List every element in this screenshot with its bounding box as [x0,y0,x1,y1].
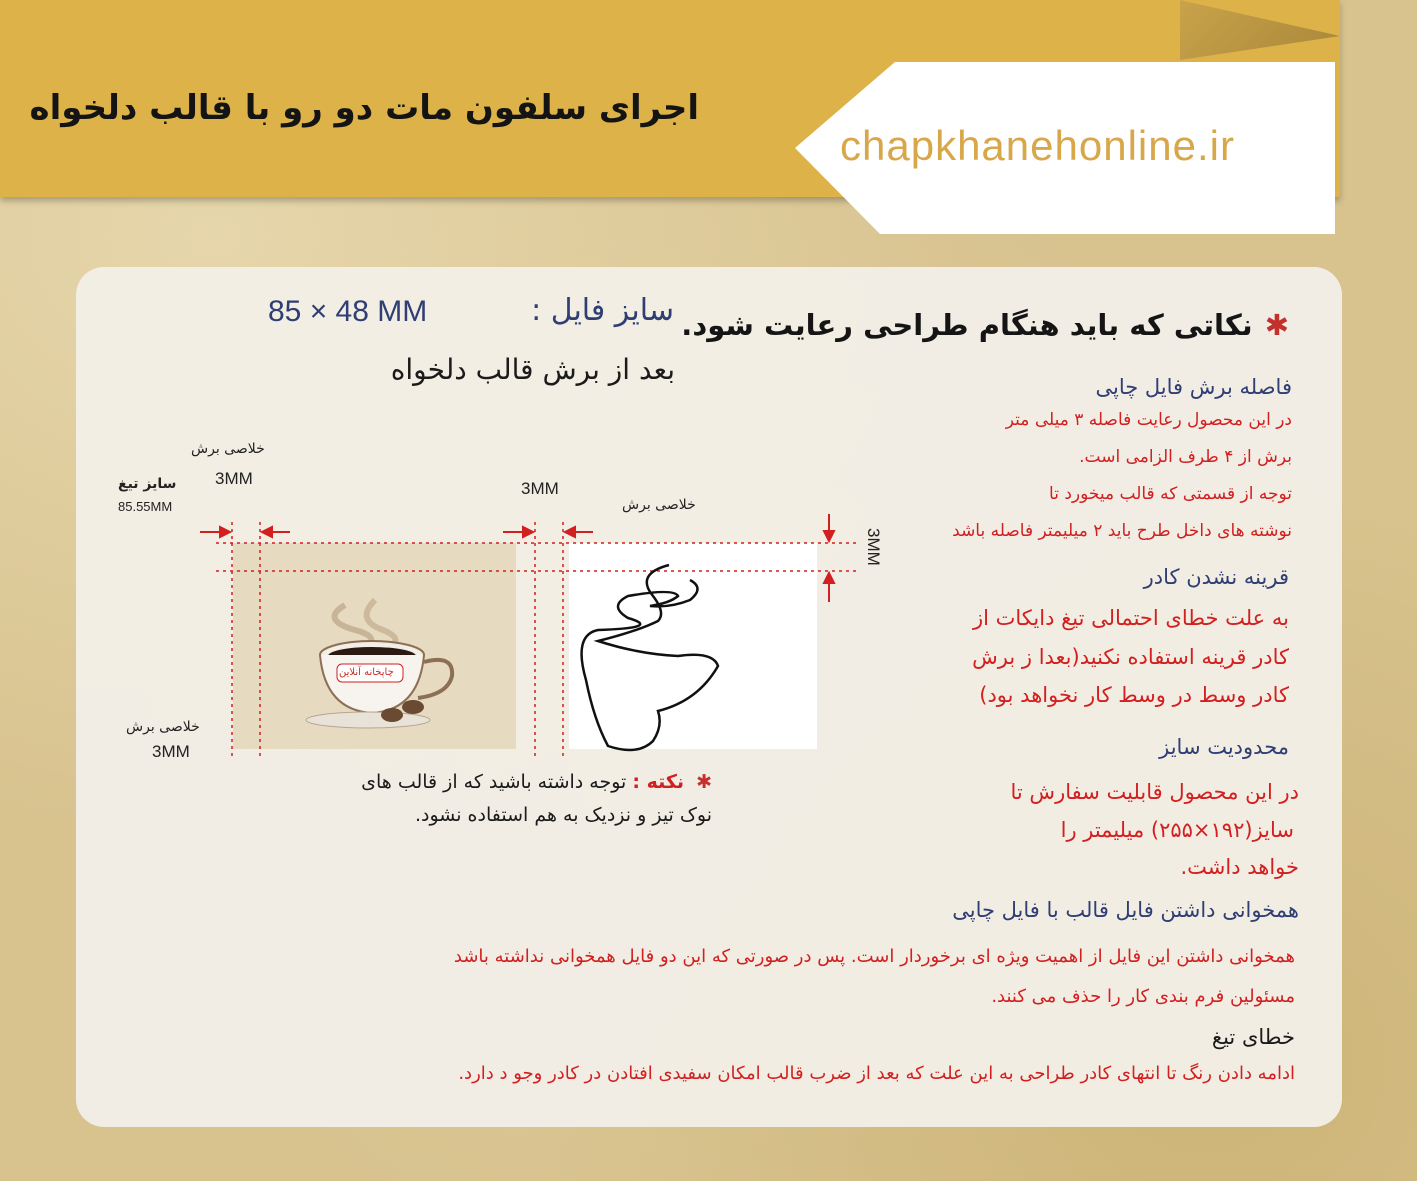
page-title: اجرای سلفون مات دو رو با قالب دلخواه [29,88,699,128]
cut-margin-label-right: خلاصی برش [622,497,696,513]
s1-line-4: نوشته های داخل طرح باید ۲ میلیمتر فاصله باشد [952,521,1292,541]
mm-label-bottom: 3MM [152,742,190,761]
s1-line-3: توجه از قسمتی که قالب میخورد تا [1049,484,1292,504]
file-size-label: سایز فایل : [531,293,674,328]
note-line-1: توجه داشته باشید که از قالب های [361,771,627,793]
s3-line-1: در این محصول قابلیت سفارش تا [1010,780,1299,804]
s3-line-3: خواهد داشت. [1180,855,1299,879]
s2-line-3: کادر وسط در وسط کار نخواهد بود) [979,683,1289,707]
section-blade-error-title: خطای تیغ [1211,1025,1295,1049]
s2-line-1: به علت خطای احتمالی تیغ دایکات از [972,606,1289,630]
blade-size-value: 85.55MM [118,499,173,514]
asterisk-icon: ✱ [1264,308,1289,342]
cut-margin-label-top: خلاصی برش [191,441,265,457]
asterisk-icon: ✱ [696,771,712,793]
die-cut-card [569,543,817,749]
s4-line-1: همخوانی داشتن این فایل از اهمیت ویژه ای برخوردار است. پس در صورتی که این دو فایل همخوانی نداشته باشد [453,946,1295,967]
mm-label-top-right: 3MM [521,479,559,498]
section-symmetry-title: قرینه نشدن کادر [1143,565,1289,589]
s2-line-2: کادر قرینه استفاده نکنید(بعدا ز برش [972,645,1289,669]
section-consistency-title: همخوانی داشتن فایل قالب با فایل چاپی [952,898,1299,922]
note-block [361,766,712,832]
s5-line-1: ادامه دادن رنگ تا انتهای کادر طراحی به این علت که بعد از ضرب قالب امکان سفیدی افتادن در کادر وجو د دارد. [458,1063,1295,1084]
cup-badge: چاپخانه آنلاین [339,667,394,678]
mm-label-vertical: 3MM [864,528,883,566]
file-size-value: 85 × 48 MM [268,295,428,328]
section-size-limit-title: محدودیت سایز [1159,735,1289,759]
s1-line-1: در این محصول رعایت فاصله ۳ میلی متر [1005,410,1292,430]
s4-line-2: مسئولین فرم بندی کار را حذف می کنند. [991,986,1295,1007]
s1-line-2: برش از ۴ طرف الزامی است. [1079,447,1292,467]
note-line-2: نوک تیز و نزدیک به هم استفاده نشود. [414,804,712,826]
section-cut-distance-title: فاصله برش فایل چاپی [1095,375,1292,399]
s3-line-2: سایز(۱۹۲×۲۵۵) میلیمتر را [1060,818,1294,842]
after-cut-heading: بعد از برش قالب دلخواه [390,353,675,386]
tips-heading: ✱نکاتی که باید هنگام طراحی رعایت شود. [681,308,1289,342]
note-star-label: نکته : [632,771,685,793]
mm-label-top-left: 3MM [215,469,253,488]
site-url[interactable]: chapkhanehonline.ir [840,122,1235,169]
cut-margin-label-bottom: خلاصی برش [126,719,200,735]
blade-size-label: سایز تیغ [118,476,177,492]
